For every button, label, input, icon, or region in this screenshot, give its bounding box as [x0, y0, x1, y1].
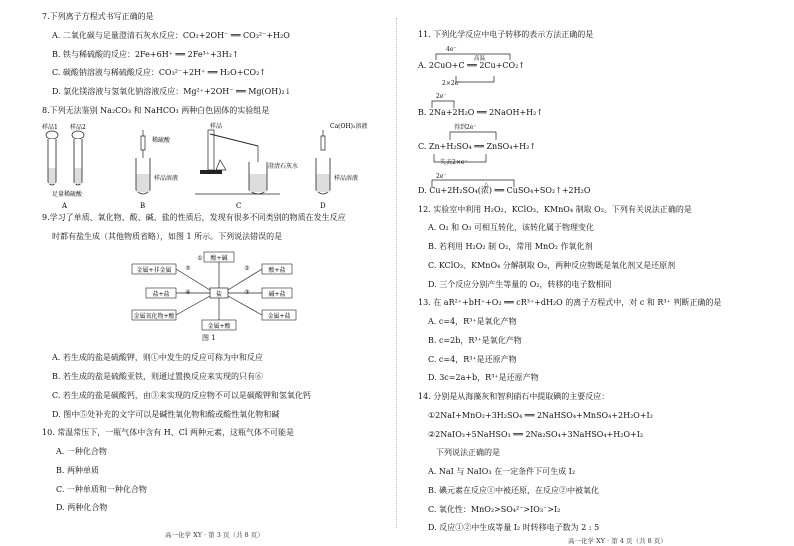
- right-page: [400, 0, 780, 546]
- q11-a-condition: 高温: [474, 56, 486, 62]
- svg-text:D: D: [320, 202, 326, 210]
- q7-option-d: D. 氯化镁溶液与氢氧化钠溶液反应：Mg²⁺+2OH⁻ ══ Mg(OH)₂↓: [52, 87, 292, 96]
- q11-option-b: B. 2Na+2H₂O ══ 2NaOH+H₂↑: [418, 108, 544, 117]
- svg-text:金属+非金属: 金属+非金属: [136, 267, 172, 274]
- svg-text:Ca(OH)₂溶液: Ca(OH)₂溶液: [330, 123, 368, 130]
- svg-text:③: ③: [244, 289, 250, 296]
- svg-text:酸+盐: 酸+盐: [268, 267, 286, 274]
- svg-text:样品: 样品: [210, 123, 223, 130]
- q11-b-top-label: 2e⁻: [436, 93, 447, 100]
- svg-text:样品溶液: 样品溶液: [154, 175, 179, 182]
- q8-figure-b: [136, 130, 178, 210]
- svg-text:足量稀硫酸: 足量稀硫酸: [52, 191, 83, 198]
- q11-c-top-label: 得到2e⁻: [454, 124, 477, 131]
- q14-option-c: C. 氧化性：MnO₂>SO₄²⁻>IO₃⁻>I₂: [428, 505, 561, 514]
- q11-d-condition: △: [484, 181, 489, 188]
- q14-stem: 14. 分别是从海藻灰和智利硝石中提取碘的主要反应：: [418, 392, 610, 401]
- svg-text:④: ④: [185, 289, 191, 296]
- q9-option-a: A. 若生成的盐是硫酸钾，则①中发生的反应可称为中和反应: [52, 353, 263, 362]
- svg-text:样品2: 样品2: [70, 124, 86, 131]
- q13-option-a: A. c=4，R³⁺是氧化产物: [428, 317, 517, 326]
- q7-option-b: B. 铁与稀硫酸的反应：2Fe+6H⁺ ══ 2Fe³⁺+3H₂↑: [52, 50, 239, 59]
- right-page-footer: 高一化学 XY · 第 4 页（共 8 页）: [568, 537, 667, 545]
- q9-option-d: D. 图中⑤处补充的文字可以是碱性氧化物和酸或酸性氧化物和碱: [52, 410, 280, 419]
- q11-option-d: D. Cu+2H₂SO₄(浓) ══ CuSO₄+SO₂↑+2H₂O: [418, 186, 591, 195]
- svg-text:盐+盐: 盐+盐: [152, 291, 170, 298]
- q12-option-c: C. KClO₃、KMnO₄ 分解制取 O₂，两种反应物既是氧化剂又是还原剂: [428, 261, 676, 270]
- page-divider: [396, 18, 397, 528]
- q11-c-bottom-label: 失去2×e⁻: [440, 159, 468, 166]
- left-page-footer: 高一化学 XY · 第 3 页（共 8 页）: [165, 531, 264, 539]
- q13-stem: 13. 在 aR²⁺+bH⁺+O₂ ══ cR³⁺+dH₂O 的离子方程式中，对 c 和 R³⁺ 判断正确的是: [418, 298, 722, 307]
- q10-option-b: B. 两种单质: [56, 466, 99, 475]
- q11-option-c: C. Zn+H₂SO₄ ══ ZnSO₄+H₂↑: [418, 142, 537, 151]
- q12-option-d: D. 三个反应分别产生等量的 O₂，转移的电子数相同: [428, 280, 612, 289]
- svg-text:样品溶液: 样品溶液: [334, 175, 359, 182]
- svg-text:②: ②: [244, 265, 250, 272]
- svg-text:⑤: ⑤: [185, 265, 191, 272]
- q8-figure-d: [316, 122, 367, 210]
- q8-apparatus-figure: [40, 120, 370, 210]
- q14-reaction-2: ②2NaIO₃+5NaHSO₃ ══ 2Na₂SO₄+3NaHSO₄+H₂O+I₂: [428, 430, 644, 439]
- q11-option-a: A. 2CuO+C ══ 2Cu+CO₂↑: [418, 61, 525, 70]
- q7-option-c: C. 碳酸钠溶液与稀硫酸反应：CO₃²⁻+2H⁺ ══ H₂O+CO₂↑: [52, 68, 266, 77]
- q14-reaction-1: ①2NaI+MnO₂+3H₂SO₄ ══ 2NaHSO₄+MnSO₄+2H₂O+I₂: [428, 411, 653, 420]
- svg-text:A: A: [62, 202, 68, 210]
- q11-a-top-label: 4e⁻: [446, 46, 457, 53]
- q14-option-b: B. 碘元素在反应①中被还原，在反应②中被氧化: [428, 486, 599, 495]
- q9-option-c: C. 若生成的盐是碳酸钙，由③来实现的反应物不可以是碳酸钾和氢氧化钙: [52, 391, 311, 400]
- q13-option-b: B. c=2b，R³⁺是氧化产物: [428, 336, 522, 345]
- q11-a-bottom-label: 2×2e⁻: [442, 80, 462, 87]
- q14-option-d: D. 反应①②中生成等量 I₂ 时转移电子数为 2 : 5: [428, 523, 600, 532]
- svg-text:①: ①: [197, 255, 203, 262]
- q9-stem-line-2: 时都有盐生成（其他物质省略），如图 1 所示。下列说法错误的是: [52, 232, 283, 241]
- q10-option-c: C. 一种单质和一种化合物: [56, 485, 147, 494]
- svg-text:金属氧化物+酸: 金属氧化物+酸: [133, 313, 175, 320]
- q13-option-c: C. c=4，R³⁺是还原产物: [428, 355, 517, 364]
- svg-text:盐: 盐: [215, 291, 223, 298]
- q13-option-d: D. 3c=2a+b，R³⁺是还原产物: [428, 373, 539, 382]
- q9-figure-caption: 图 1: [202, 334, 216, 342]
- q8-figure-a: [42, 123, 86, 210]
- q9-stem-line-1: 9.学习了单质、氧化物、酸、碱、盐的性质后，发现有很多不同类别的物质在发生反应: [42, 213, 346, 222]
- q14-option-a: A. NaI 与 NaIO₃ 在一定条件下可生成 I₂: [428, 467, 576, 476]
- q8-figure-c: [195, 122, 298, 210]
- q7-stem: 7.下列离子方程式书写正确的是: [42, 12, 154, 21]
- svg-text:C: C: [236, 202, 242, 210]
- q9-option-b: B. 若生成的盐是硫酸亚铁，则通过置换反应来实现的只有⑥: [52, 372, 263, 381]
- q8-stem: 8.下列无法鉴别 Na₂CO₃ 和 NaHCO₃ 两种白色固体的实验组是: [42, 106, 270, 115]
- svg-text:碱+盐: 碱+盐: [268, 291, 286, 298]
- q14-sub-stem: 下列说法正确的是: [436, 448, 500, 457]
- svg-text:澄清石灰水: 澄清石灰水: [268, 163, 299, 170]
- q12-stem: 12. 实验室中利用 H₂O₂、KClO₃、KMnO₄ 制取 O₂。下列有关说法正确的是: [418, 205, 692, 214]
- svg-text:样品1: 样品1: [42, 124, 58, 131]
- q7-option-a: A. 二氧化碳与足量澄清石灰水反应：CO₂+2OH⁻ ══ CO₃²⁻+H₂O: [52, 31, 290, 40]
- svg-text:金属+盐: 金属+盐: [267, 313, 291, 320]
- q12-option-a: A. O₂ 和 O₃ 可相互转化，该转化属于物理变化: [428, 223, 595, 232]
- q10-stem: 10. 常温常压下，一瓶气体中含有 H、Cl 两种元素，这瓶气体不可能是: [42, 428, 295, 437]
- left-page: [0, 0, 380, 546]
- svg-text:酸+碱: 酸+碱: [210, 255, 228, 262]
- q11-d-top-label: 2e⁻: [436, 173, 447, 180]
- q12-option-b: B. 若利用 H₂O₂ 制 O₂，常用 MnO₂ 作氧化剂: [428, 242, 593, 251]
- q9-salt-diagram: [130, 248, 310, 338]
- q10-option-d: D. 两种化合物: [56, 503, 108, 512]
- svg-text:B: B: [140, 202, 146, 210]
- q11-stem: 11. 下列化学反应中电子转移的表示方法正确的是: [418, 30, 594, 39]
- svg-text:稀硫酸: 稀硫酸: [152, 137, 171, 144]
- svg-text:金属+酸: 金属+酸: [207, 323, 231, 330]
- q10-option-a: A. 一种化合物: [56, 447, 107, 456]
